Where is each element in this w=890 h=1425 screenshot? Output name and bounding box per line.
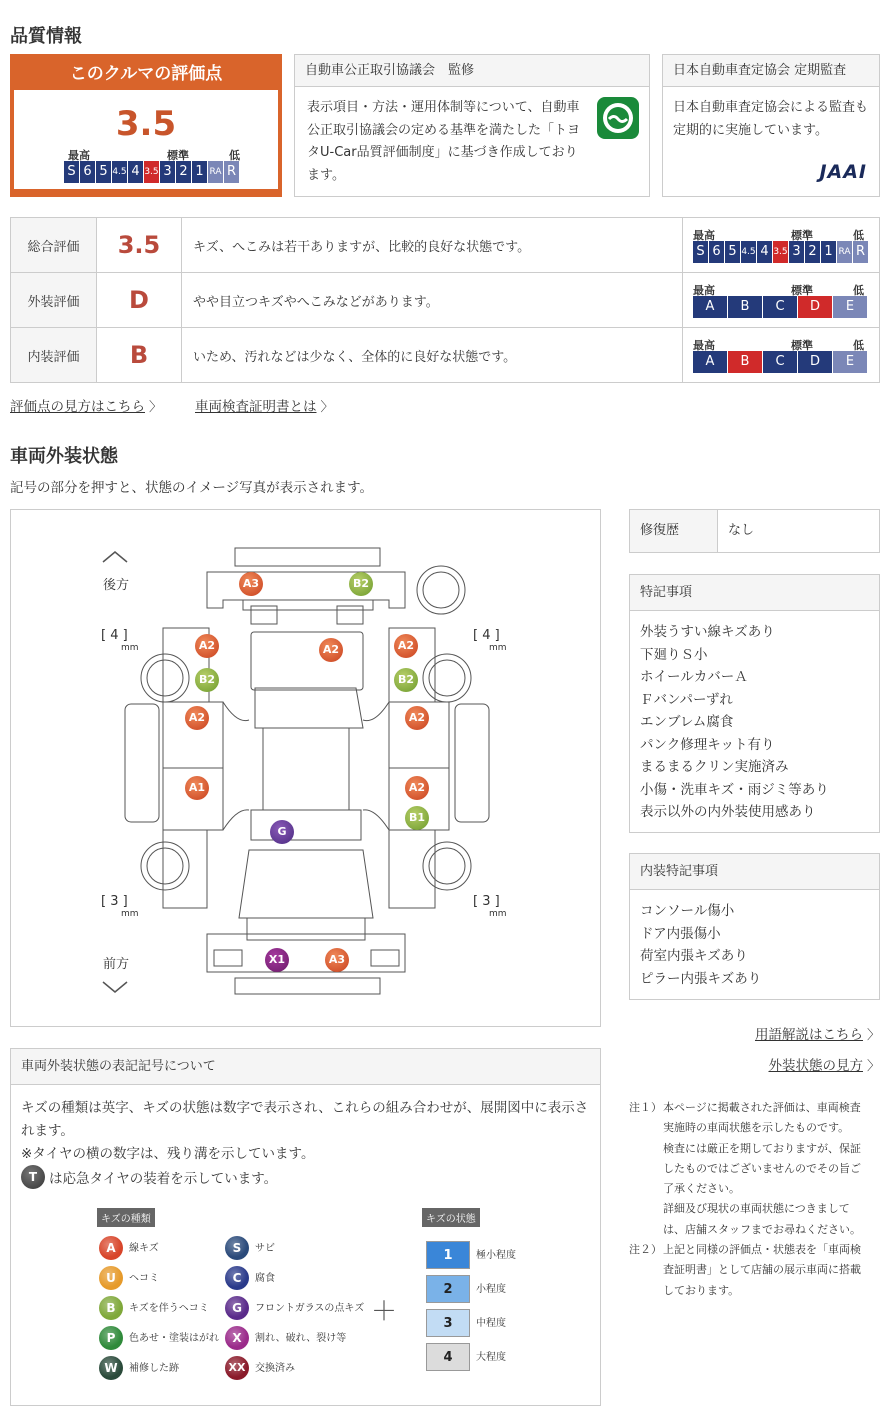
damage-badge[interactable]: A1	[185, 776, 209, 800]
damage-type-icon: W	[99, 1356, 123, 1380]
damage-type-item	[225, 1236, 275, 1260]
damage-state-item	[426, 1343, 506, 1371]
scale-hi-label: 最高	[68, 149, 90, 162]
damage-state-item	[426, 1309, 506, 1337]
damage-badge[interactable]: A2	[319, 638, 343, 662]
damage-type-label: サビ	[255, 1243, 275, 1254]
note-item: エンブレム腐食	[640, 714, 734, 730]
damage-type-item	[99, 1236, 159, 1260]
scale-lo-label: 低	[229, 149, 240, 162]
footnote-2-label: 注２）	[629, 1243, 662, 1257]
footnote-line: は、店舗スタッフまでお尋ねください。	[663, 1222, 861, 1236]
scale-std-label: 標準	[791, 284, 813, 297]
scale-hi-label: 最高	[693, 339, 715, 352]
evaluation-value: B	[97, 328, 182, 383]
scale-std-label: 標準	[791, 339, 813, 352]
note-item: パンク修理キット有り	[640, 736, 775, 753]
scale-cell: 3.5	[773, 241, 788, 263]
evaluation-scale	[683, 218, 880, 273]
damage-type-label: ヘコミ	[129, 1273, 159, 1284]
damage-type-label: 線キズ	[129, 1243, 159, 1254]
damage-type-icon: C	[225, 1266, 249, 1290]
damage-badge[interactable]: A2	[394, 634, 418, 658]
tire-depth-rl: [ 4 ]	[101, 628, 128, 643]
chevron-right-icon: 〉	[866, 1028, 880, 1043]
tire-depth-fl: [ 3 ]	[101, 894, 128, 909]
scale-cell: 2	[805, 241, 820, 263]
interior-notes	[629, 853, 880, 1000]
scale-cell: 1	[192, 161, 207, 183]
scale-cell: 2	[176, 161, 191, 183]
footnote-line: 検査には厳正を期しておりますが、保証	[663, 1141, 861, 1155]
scale-cell: R	[853, 241, 868, 263]
interior-notes-title: 内装特記事項	[630, 854, 879, 890]
damage-type-item	[225, 1326, 346, 1350]
scale-cell: D	[798, 351, 832, 373]
note-item: 下廻りＳ小	[640, 646, 708, 663]
damage-type-label: 色あせ・塗装はがれ	[129, 1333, 219, 1344]
damage-type-icon: XX	[225, 1356, 249, 1380]
evaluation-label: 内装評価	[11, 328, 97, 383]
damage-type-item	[225, 1266, 275, 1290]
scale-cell: S	[693, 241, 708, 263]
scale-hi-label: 最高	[693, 229, 715, 242]
scale-cell: 4.5	[112, 161, 127, 183]
repair-history	[629, 509, 880, 553]
footnote-line: 了承ください。	[663, 1182, 740, 1196]
scale-cell: R	[224, 161, 239, 183]
exterior-title: 車両外装状態	[10, 446, 118, 467]
chevron-right-icon: 〉	[149, 400, 163, 415]
damage-badge[interactable]: B1	[405, 806, 429, 830]
damage-state-code: 1	[426, 1241, 470, 1269]
damage-state-label: 大程度	[476, 1352, 506, 1363]
footnote-1-label: 注１）	[629, 1101, 662, 1114]
chevron-right-icon: 〉	[866, 1059, 880, 1074]
mm-unit: mm	[489, 643, 507, 653]
scale-lo-label: 低	[853, 284, 864, 297]
damage-badge[interactable]: A3	[325, 948, 349, 972]
damage-badge[interactable]: A2	[405, 776, 429, 800]
damage-type-item	[99, 1266, 159, 1290]
exterior-subtitle: 記号の部分を押すと、状態のイメージ写真が表示されます。	[10, 480, 374, 496]
scale-cell: B	[728, 351, 762, 373]
scale-cell: S	[64, 161, 79, 183]
damage-type-item	[99, 1326, 219, 1350]
auto-council-title: 自動車公正取引協議会 監修	[295, 55, 649, 87]
evaluation-row	[11, 328, 880, 383]
evaluation-label: 総合評価	[11, 218, 97, 273]
scale-cell: RA	[208, 161, 223, 183]
cert-link[interactable]: 車両検査証明書とは 〉	[195, 399, 334, 415]
scale-cell: C	[763, 296, 797, 318]
legend-line2: ※タイヤの横の数字は、残り溝を示しています。	[21, 1146, 315, 1162]
damage-badge[interactable]: B2	[394, 668, 418, 692]
damage-state-code: 3	[426, 1309, 470, 1337]
damage-type-icon: P	[99, 1326, 123, 1350]
scale-lo-label: 低	[853, 229, 864, 242]
legend-box	[10, 1048, 601, 1406]
damage-badge[interactable]: A2	[195, 634, 219, 658]
scale-cell: E	[833, 351, 867, 373]
plus-sign: ＋	[371, 1297, 398, 1327]
footnote-line: 査証明書」として店舗の展示車両に搭載	[663, 1263, 861, 1277]
scale-cell: 6	[80, 161, 95, 183]
scale-cell: 6	[709, 241, 724, 263]
damage-state-label: 極小程度	[476, 1250, 516, 1261]
damage-type-icon: S	[225, 1236, 249, 1260]
note-item: コンソール傷小	[640, 903, 735, 919]
footnote-line: したものではございませんのでその旨ご	[663, 1161, 861, 1175]
score-guide-link[interactable]: 評価点の見方はこちら 〉	[10, 399, 163, 415]
chevron-right-icon: 〉	[320, 400, 334, 415]
scale-cell: 3.5	[144, 161, 159, 183]
evaluation-desc: やや目立つキズやへこみなどがあります。	[182, 273, 683, 328]
scale-cell: 3	[160, 161, 175, 183]
scale-lo-label: 低	[853, 339, 864, 352]
car-diagram	[10, 509, 601, 1027]
legend-line1: キズの種類は英字、キズの状態は数字で表示され、これらの組み合わせが、展開図中に表示されます。	[21, 1100, 589, 1139]
damage-type-icon: G	[225, 1296, 249, 1320]
mm-unit: mm	[121, 909, 139, 919]
note-item: 外装うすい線キズあり	[640, 624, 775, 640]
glossary-link[interactable]: 用語解説はこちら 〉	[754, 1027, 880, 1043]
damage-state-label: 中程度	[476, 1318, 506, 1329]
footnote-line: 実施時の車両状態を示したものです。	[663, 1121, 850, 1135]
damage-type-label: 割れ、破れ、裂け等	[255, 1333, 347, 1344]
jaai-text: 日本自動車査定協会による監査も定期的に実施しています。	[673, 100, 869, 138]
damage-type-label: フロントガラスの点キズ	[255, 1303, 365, 1314]
scale-std-label: 標準	[791, 229, 813, 242]
damage-badge[interactable]: B2	[195, 668, 219, 692]
car-outline	[11, 510, 600, 1026]
scale-hi-label: 最高	[693, 284, 715, 297]
legend-title: 車両外装状態の表記記号について	[11, 1049, 600, 1085]
states-title: キズの状態	[422, 1208, 480, 1227]
damage-badge[interactable]: X1	[265, 948, 289, 972]
note-item: まるまるクリン実施済み	[640, 759, 789, 775]
footnote-line: しております。	[663, 1283, 740, 1297]
damage-state-item	[426, 1241, 516, 1269]
note-item: 荷室内張キズあり	[640, 948, 748, 964]
scale-cell: 5	[96, 161, 111, 183]
damage-type-icon: X	[225, 1326, 249, 1350]
footnote-line: 本ページに掲載された評価は、車両検査	[663, 1101, 861, 1114]
scale-cell: A	[693, 351, 727, 373]
auto-council-box	[294, 54, 650, 197]
repair-value: なし	[728, 523, 755, 538]
rear-label: 後方	[103, 578, 130, 593]
evaluation-row	[11, 218, 880, 273]
repair-label: 修復歴	[630, 510, 718, 552]
auto-council-text: 表示項目・方法・運用体制等について、自動車公正取引協議会の定める基準を満たした「トヨタU-Car品質評価制度」に基づき作成しております。	[307, 100, 581, 183]
evaluation-value: D	[97, 273, 182, 328]
jaai-box	[662, 54, 880, 197]
damage-state-code: 2	[426, 1275, 470, 1303]
scale-cell: 4.5	[741, 241, 756, 263]
special-notes-title: 特記事項	[630, 575, 879, 611]
note-item: 小傷・洗車キズ・雨ジミ等あり	[640, 781, 829, 798]
exterior-guide-link[interactable]: 外装状態の見方 〉	[768, 1058, 880, 1074]
evaluation-row	[11, 273, 880, 328]
special-notes	[629, 574, 880, 833]
note-item: ピラー内張キズあり	[640, 970, 762, 987]
mm-unit: mm	[121, 643, 139, 653]
scale-cell: E	[833, 296, 867, 318]
footnote-line: 詳細及び現状の車両状態につきまして	[663, 1202, 850, 1216]
note-item: ホイールカバーＡ	[640, 669, 748, 685]
evaluation-value: 3.5	[97, 218, 182, 273]
damage-badge[interactable]: A2	[405, 706, 429, 730]
damage-type-icon: U	[99, 1266, 123, 1290]
scale-cell: B	[728, 296, 762, 318]
damage-type-item	[99, 1356, 179, 1380]
scale-cell: 4	[128, 161, 143, 183]
tire-depth-fr: [ 3 ]	[473, 894, 500, 909]
spare-tire-icon: T	[21, 1165, 45, 1189]
damage-type-label: 交換済み	[255, 1363, 295, 1374]
evaluation-scale	[683, 273, 880, 328]
scale-cell: 1	[821, 241, 836, 263]
evaluation-table	[10, 217, 880, 383]
scale-cell: D	[798, 296, 832, 318]
damage-state-label: 小程度	[476, 1284, 506, 1295]
score-box	[10, 54, 282, 197]
damage-type-icon: A	[99, 1236, 123, 1260]
scale-cell: A	[693, 296, 727, 318]
damage-state-code: 4	[426, 1343, 470, 1371]
mm-unit: mm	[489, 909, 507, 919]
evaluation-scale	[683, 328, 880, 383]
damage-badge[interactable]: G	[270, 820, 294, 844]
damage-type-item	[225, 1296, 364, 1320]
damage-type-label: 補修した跡	[129, 1363, 179, 1374]
damage-type-item	[99, 1296, 209, 1320]
jaai-logo: JAAI	[819, 161, 867, 183]
tire-depth-rr: [ 4 ]	[473, 628, 500, 643]
damage-type-label: キズを伴うヘコミ	[129, 1303, 209, 1314]
legend-line3: は応急タイヤの装着を示しています。	[49, 1171, 278, 1187]
evaluation-desc: キズ、へこみは若干ありますが、比較的良好な状態です。	[182, 218, 683, 273]
scale-cell: 3	[789, 241, 804, 263]
damage-state-item	[426, 1275, 506, 1303]
scale-cell: RA	[837, 241, 852, 263]
scale-cell: 4	[757, 241, 772, 263]
types-title: キズの種類	[97, 1208, 155, 1227]
scale-cell: C	[763, 351, 797, 373]
scale-std-label: 標準	[167, 149, 189, 162]
note-item: Ｆバンパーずれ	[640, 691, 733, 708]
note-item: 表示以外の内外装使用感あり	[640, 804, 816, 820]
score-box-title: このクルマの評価点	[69, 64, 223, 84]
evaluation-desc: いため、汚れなどは少なく、全体的に良好な状態です。	[182, 328, 683, 383]
damage-badge[interactable]: A3	[239, 572, 263, 596]
front-label: 前方	[103, 957, 130, 972]
damage-badge[interactable]: B2	[349, 572, 373, 596]
quality-title: 品質情報	[10, 26, 82, 47]
score-scale	[64, 161, 244, 183]
handshake-logo-icon	[597, 97, 639, 139]
damage-type-icon: B	[99, 1296, 123, 1320]
score-value: 3.5	[115, 104, 177, 144]
scale-cell: 5	[725, 241, 740, 263]
note-item: ドア内張傷小	[640, 925, 721, 942]
evaluation-label: 外装評価	[11, 273, 97, 328]
footnotes	[629, 1098, 884, 1301]
damage-type-label: 腐食	[255, 1273, 275, 1284]
damage-badge[interactable]: A2	[185, 706, 209, 730]
jaai-title: 日本自動車査定協会 定期監査	[663, 55, 879, 87]
footnote-line: 上記と同様の評価点・状態表を「車両検	[663, 1243, 861, 1257]
damage-type-item	[225, 1356, 295, 1380]
